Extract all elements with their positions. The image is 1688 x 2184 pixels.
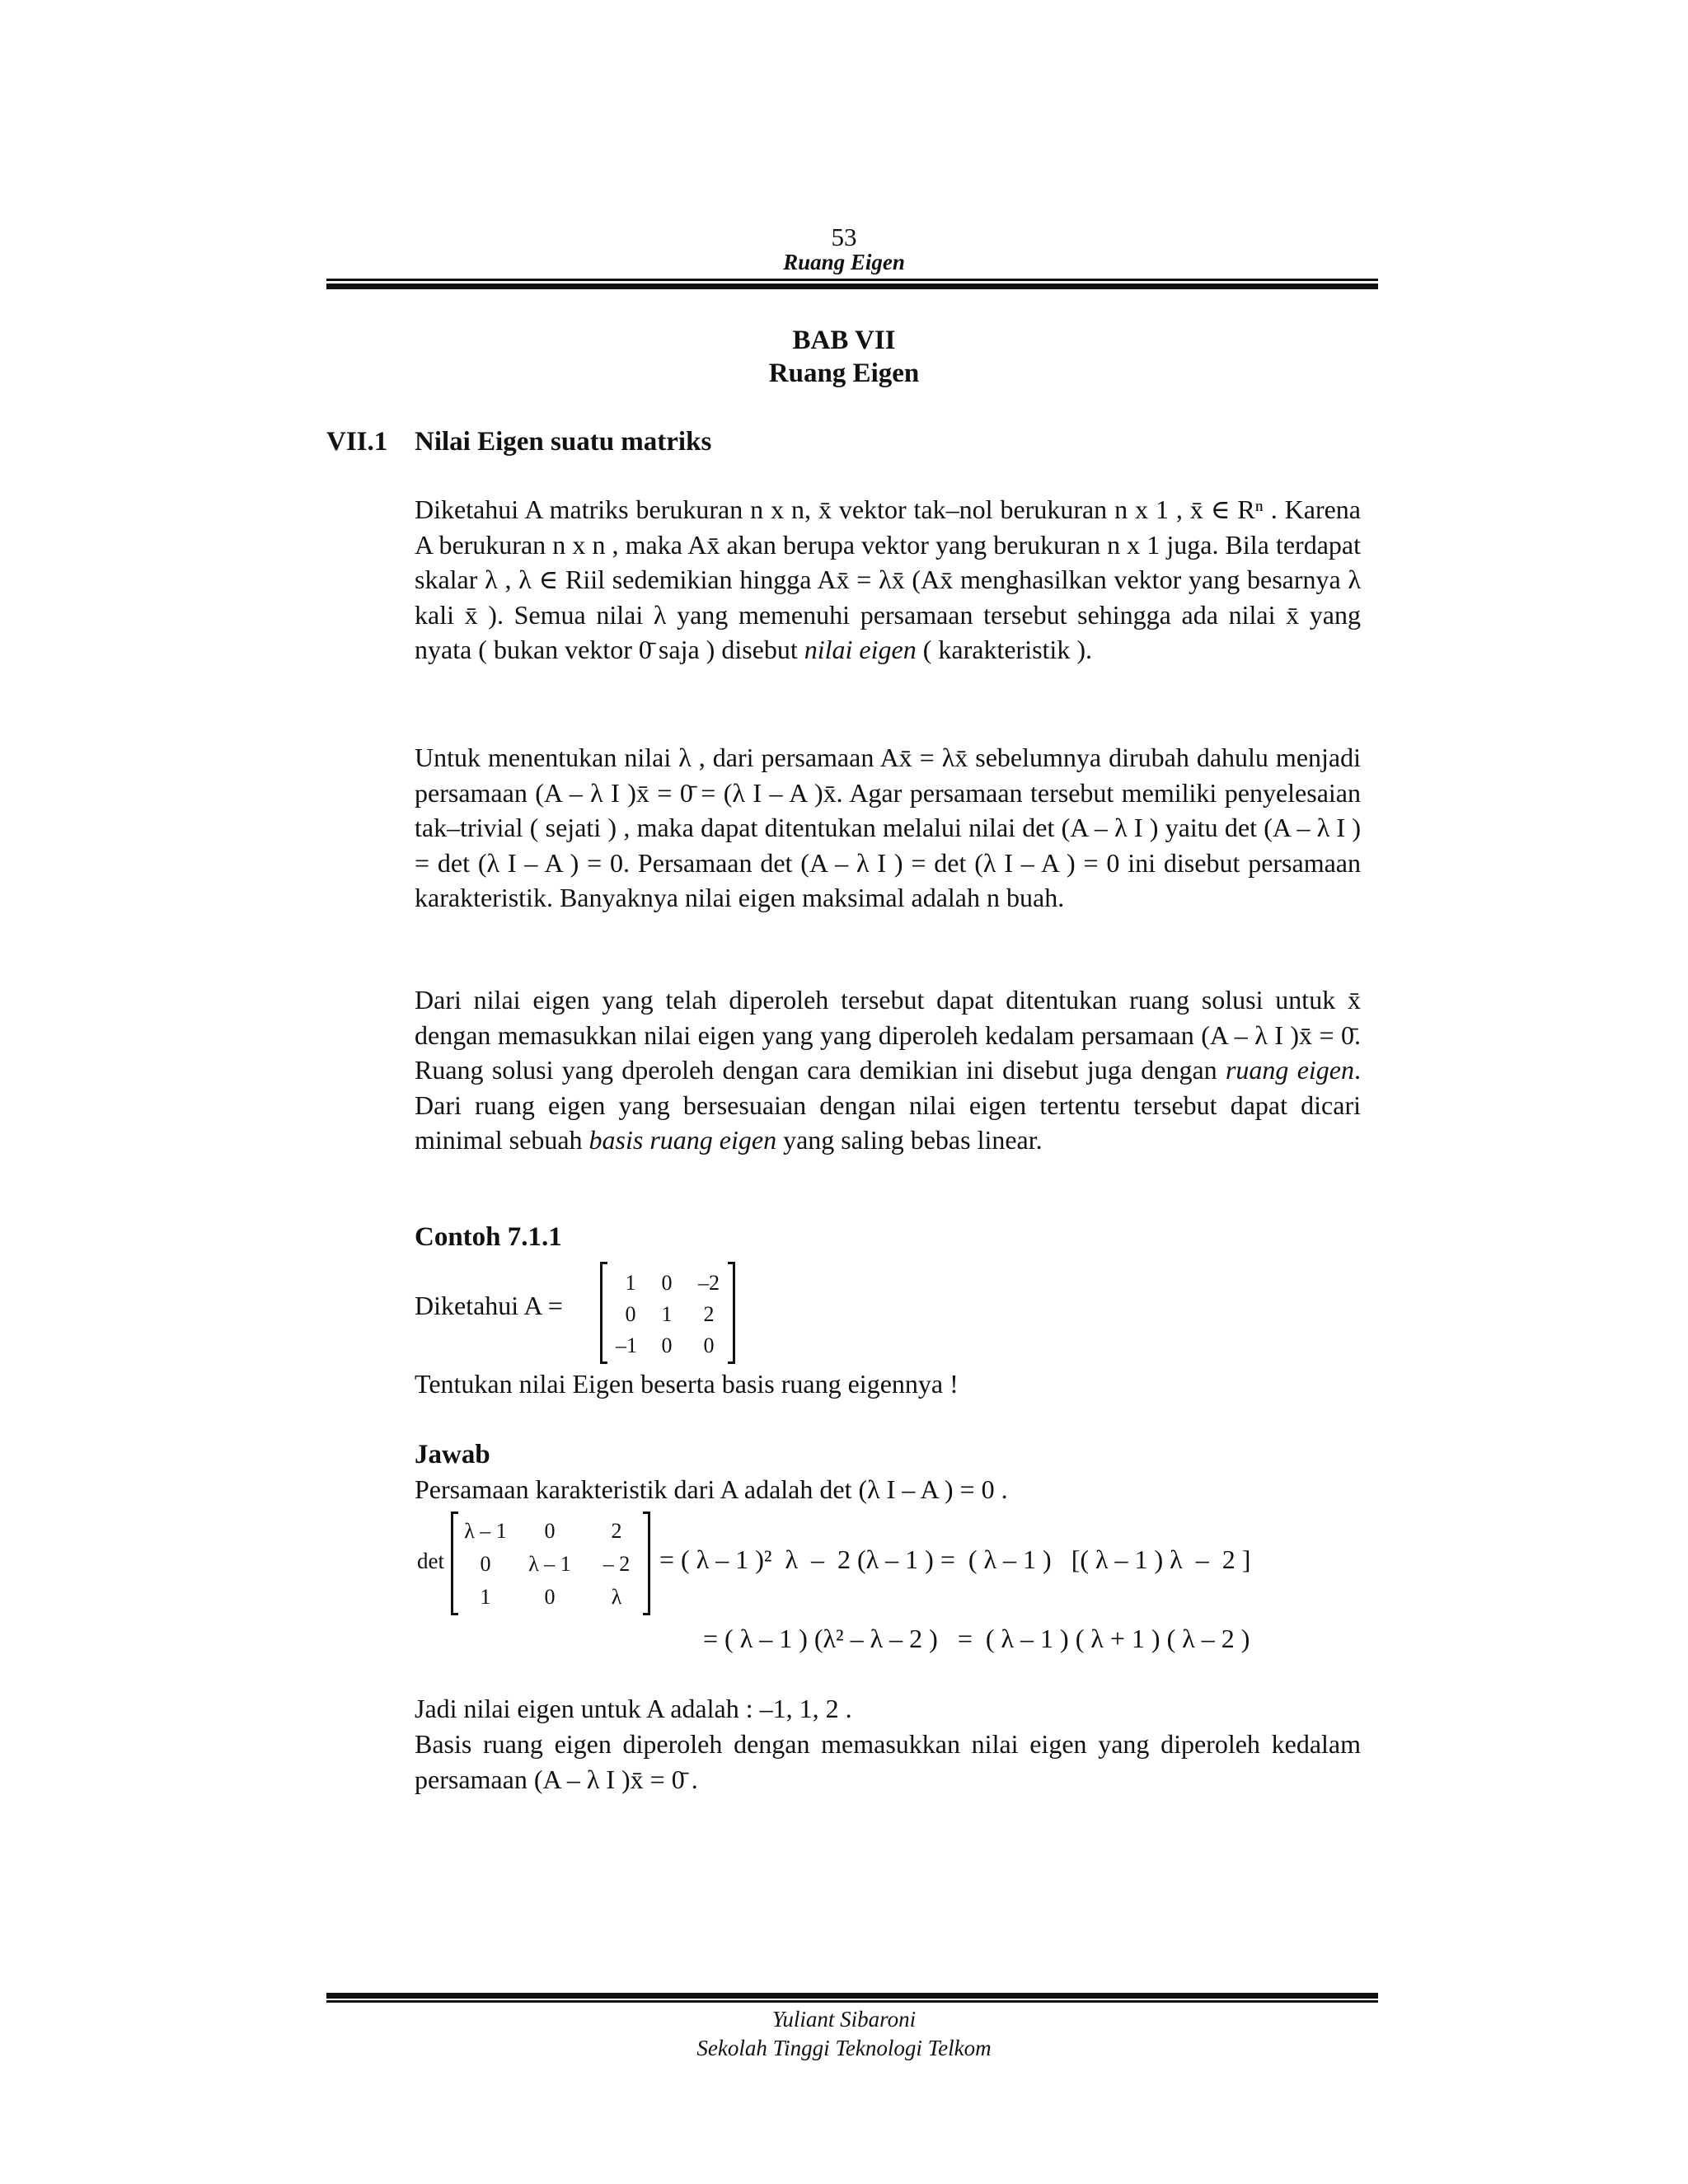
chapter-label: BAB VII xyxy=(792,326,896,355)
matrix-cell: 0 xyxy=(661,1271,673,1295)
matrix-cell: 0 xyxy=(703,1333,715,1357)
section-heading xyxy=(326,427,711,457)
example-heading: Contoh 7.1.1 xyxy=(415,1222,562,1252)
matrix-a xyxy=(600,1262,735,1364)
matrix-cell: 1 xyxy=(625,1271,636,1295)
answer-intro: Persamaan karakteristik dari A adalah det (λ I – A ) = 0 . xyxy=(415,1474,1008,1504)
matrix-cell: 0 xyxy=(661,1333,673,1357)
running-title: Ruang Eigen xyxy=(783,250,905,274)
paragraph-text: Dari nilai eigen yang telah diperoleh tersebut dapat ditentukan ruang solusi untuk x̄ dengan memasukkan nilai eigen yang yang diperoleh kedalam persamaan (A – λ I )x̄ = 0̄. Ruang solusi yang dperoleh dengan cara demikian ini disebut juga dengan xyxy=(415,985,1361,1085)
matrix-cell: 0 xyxy=(544,1519,556,1543)
matrix-cell: 0 xyxy=(625,1302,636,1326)
matrix-cell: 1 xyxy=(661,1302,673,1326)
term-italic: basis ruang eigen xyxy=(588,1125,777,1155)
paragraph-eigenspace xyxy=(415,982,1361,1158)
matrix-characteristic xyxy=(451,1511,650,1615)
matrix-cell: 2 xyxy=(703,1302,715,1326)
equation-line-2: = ( λ – 1 ) (λ² – λ – 2 ) = ( λ – 1 ) ( λ + 1 ) ( λ – 2 ) xyxy=(703,1624,1250,1653)
paragraph-text: yang saling bebas linear. xyxy=(776,1125,1043,1155)
matrix-cell: – 2 xyxy=(603,1552,631,1576)
footer-institution: Sekolah Tinggi Teknologi Telkom xyxy=(696,2036,992,2060)
matrix-cell: λ – 1 xyxy=(528,1552,571,1576)
matrix-cell: λ – 1 xyxy=(464,1519,507,1543)
task-text: Tentukan nilai Eigen beserta basis ruang eigennya ! xyxy=(415,1369,959,1399)
matrix-cell: 0 xyxy=(480,1552,491,1576)
paragraph-characteristic: Untuk menentukan nilai λ , dari persamaan Ax̄ = λx̄ sebelumnya dirubah dahulu menjadi persamaan (A – λ I )x̄ = 0̄ = (λ I – A )x̄. Agar persamaan tersebut memiliki penyelesaian tak–trivial ( sejati ) , maka dapat ditentukan melalui nilai det (A – λ I ) yaitu det (A – λ I ) = det (λ I – A ) = 0. Persamaan det (A – λ I ) = det (λ I – A ) = 0 ini disebut persamaan karakteristik. Banyaknya nilai eigen maksimal adalah n buah. xyxy=(415,743,1361,912)
paragraph-text: . Dari ruang eigen yang bersesuaian dengan nilai eigen tertentu tersebut dapat dicari minimal sebuah xyxy=(415,1055,1362,1155)
term-italic: nilai eigen xyxy=(804,635,917,664)
matrix-cell: λ xyxy=(611,1585,622,1609)
matrix-cell: –1 xyxy=(616,1333,637,1357)
paragraph-text: Diketahui A matriks berukuran n x n, x̄ vektor tak–nol berukuran n x 1 , x̄ ∈ Rⁿ . Karena A berukuran n x n , maka Ax̄ akan berupa vektor yang berukuran n x 1 juga. Bila terdapat skalar λ , λ ∈ Riil sedemikian hingga Ax̄ = λx̄ (Ax̄ menghasilkan vektor yang besarnya λ kali x̄ ). Semua nilai λ yang memenuhi persamaan tersebut sehingga ada nilai x̄ yang nyata ( bukan vektor 0̄ saja ) disebut xyxy=(415,494,1361,664)
matrix-a-label: Diketahui A = xyxy=(415,1291,563,1320)
section-title: Nilai Eigen suatu matriks xyxy=(415,427,712,457)
page-number: 53 xyxy=(831,223,857,251)
matrix-cell: –2 xyxy=(698,1271,720,1295)
section-number: VII.1 xyxy=(326,427,388,457)
basis-text: Basis ruang eigen diperoleh dengan memasukkan nilai eigen yang diperoleh kedalam persamaan (A – λ I )x̄ = 0̄ . xyxy=(415,1729,1361,1794)
det-label: det xyxy=(417,1549,444,1573)
footer-author: Yuliant Sibaroni xyxy=(771,2007,917,2032)
matrix-cell: 2 xyxy=(611,1519,622,1543)
footer-rule xyxy=(326,1993,1378,2003)
term-italic: ruang eigen xyxy=(1225,1055,1355,1085)
matrix-cell: 0 xyxy=(544,1585,556,1609)
paragraph-text: ( karakteristik ). xyxy=(916,635,1092,664)
header-rule xyxy=(326,279,1378,289)
chapter-title: Ruang Eigen xyxy=(768,359,920,388)
matrix-cell: 1 xyxy=(480,1585,491,1609)
equation-line-1: = ( λ – 1 )² λ – 2 (λ – 1 ) = ( λ – 1 ) [( λ – 1 ) λ – 2 ] xyxy=(659,1544,1251,1574)
answer-heading: Jawab xyxy=(415,1440,490,1469)
paragraph-definition xyxy=(415,492,1361,668)
result-text: Jadi nilai eigen untuk A adalah : –1, 1, 2 . xyxy=(415,1694,852,1723)
